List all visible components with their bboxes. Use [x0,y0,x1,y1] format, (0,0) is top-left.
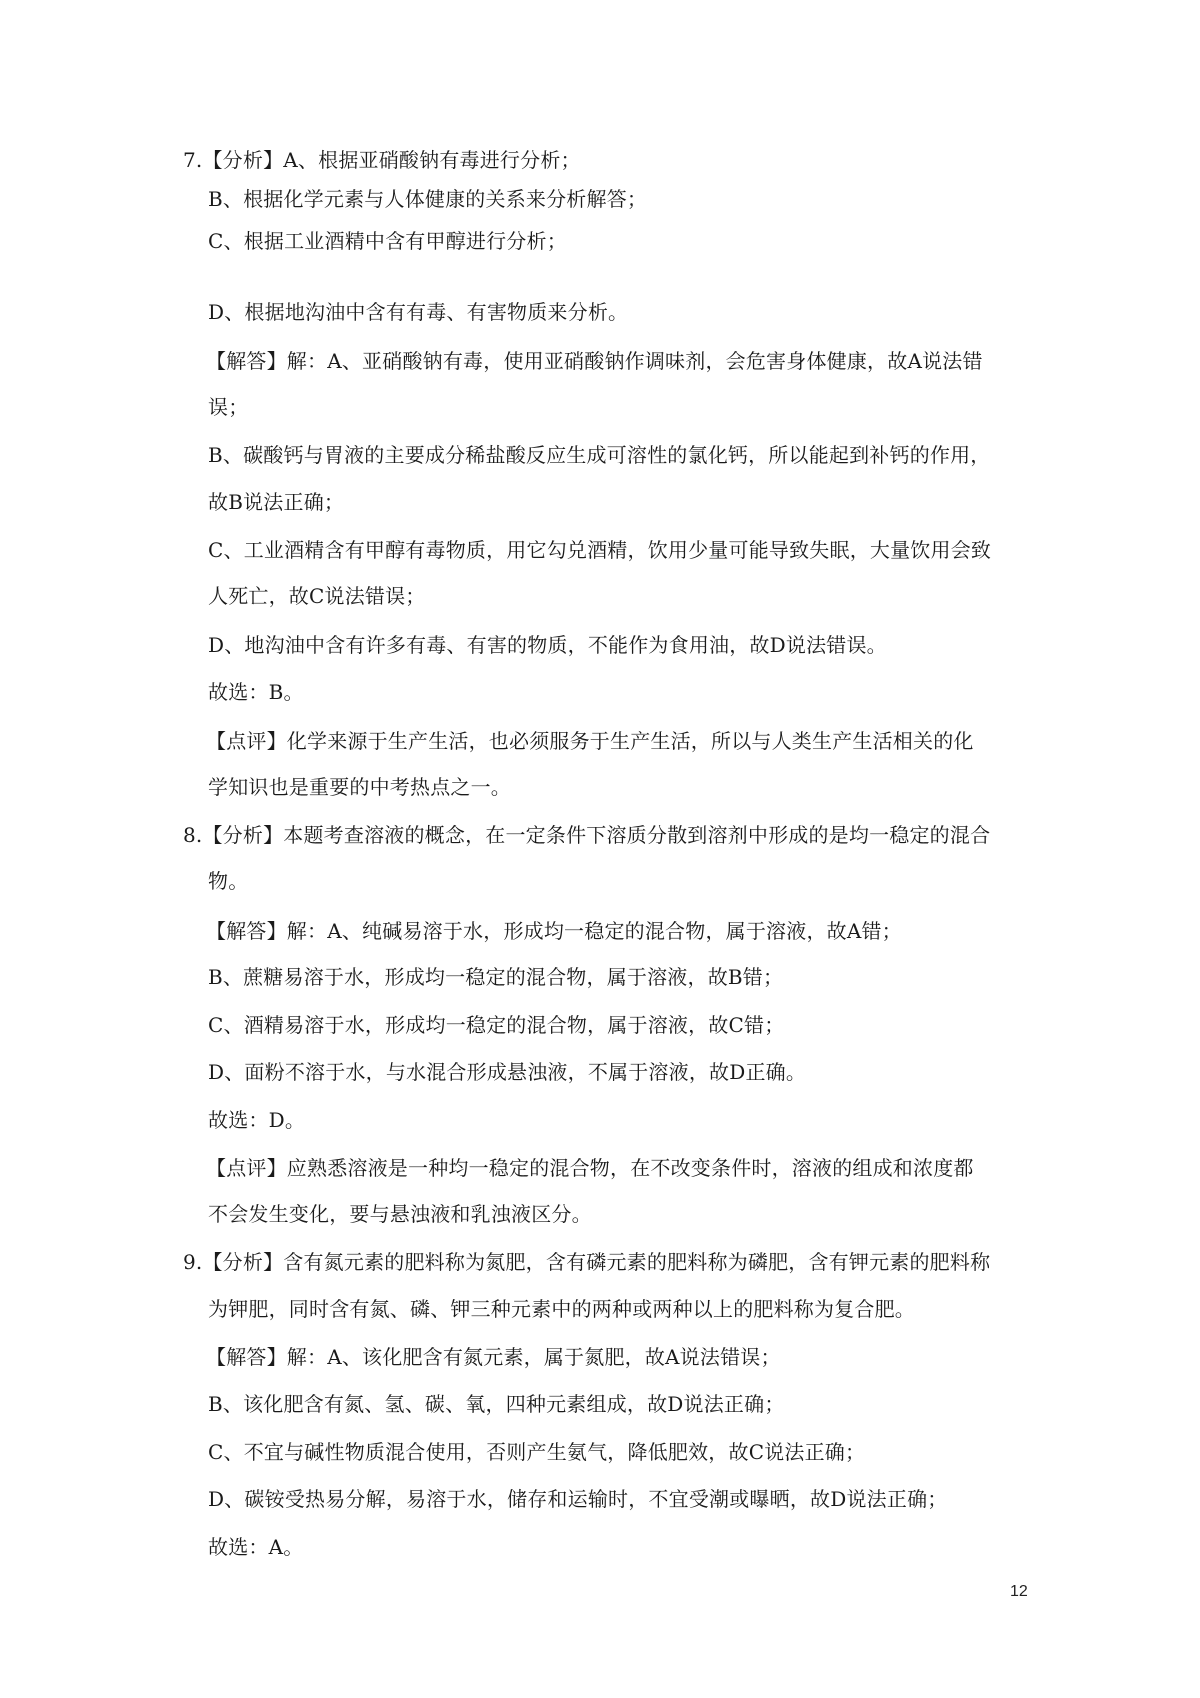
text-line: 8.【分析】本题考查溶液的概念，在一定条件下溶质分散到溶剂中形成的是均一稳定的混合 [183,823,991,847]
text-line: 7.【分析】A、根据亚硝酸钠有毒进行分析； [183,148,581,172]
text-line: D、面粉不溶于水，与水混合形成悬浊液，不属于溶液，故D正确。 [208,1060,807,1084]
text-line: 故选：A。 [208,1535,304,1559]
text-line: 【点评】化学来源于生产生活，也必须服务于生产生活，所以与人类生产生活相关的化 [206,729,974,753]
text-line: C、不宜与碱性物质混合使用，否则产生氨气，降低肥效，故C说法正确； [208,1440,866,1464]
text-line: 【解答】解：A、纯碱易溶于水，形成均一稳定的混合物，属于溶液，故A错； [206,919,902,943]
text-line: C、工业酒精含有甲醇有毒物质，用它勾兑酒精，饮用少量可能导致失眠，大量饮用会致 [208,538,992,562]
text-line: 【点评】应熟悉溶液是一种均一稳定的混合物，在不改变条件时，溶液的组成和浓度都 [206,1156,974,1180]
text-line: C、酒精易溶于水，形成均一稳定的混合物，属于溶液，故C错； [208,1013,785,1037]
text-line: 为钾肥，同时含有氮、磷、钾三种元素中的两种或两种以上的肥料称为复合肥。 [208,1297,915,1321]
text-line: 学知识也是重要的中考热点之一。 [208,775,511,799]
text-line: 故B说法正确； [208,490,345,514]
text-line: C、根据工业酒精中含有甲醇进行分析； [208,229,567,253]
text-line: 人死亡，故C说法错误； [208,584,426,608]
text-line: 物。 [208,869,249,893]
text-line: B、该化肥含有氮、氢、碳、氧，四种元素组成，故D说法正确； [208,1392,785,1416]
page-number: 12 [1010,1583,1028,1600]
text-line: B、根据化学元素与人体健康的关系来分析解答； [208,187,648,211]
text-line: 故选：B。 [208,680,304,704]
text-line: D、地沟油中含有许多有毒、有害的物质，不能作为食用油，故D说法错误。 [208,633,887,657]
text-line: 故选：D。 [208,1108,306,1132]
text-line: 不会发生变化，要与悬浊液和乳浊液区分。 [208,1202,592,1226]
text-line: 误； [208,395,249,419]
text-line: B、碳酸钙与胃液的主要成分稀盐酸反应生成可溶性的氯化钙，所以能起到补钙的作用， [208,443,991,467]
text-line: D、碳铵受热易分解，易溶于水，储存和运输时，不宜受潮或曝晒，故D说法正确； [208,1487,948,1511]
text-line: D、根据地沟油中含有有毒、有害物质来分析。 [208,300,629,324]
text-line: B、蔗糖易溶于水，形成均一稳定的混合物，属于溶液，故B错； [208,965,784,989]
text-line: 【解答】解：A、该化肥含有氮元素，属于氮肥，故A说法错误； [206,1345,781,1369]
text-line: 9.【分析】含有氮元素的肥料称为氮肥，含有磷元素的肥料称为磷肥，含有钾元素的肥料称 [183,1250,991,1274]
text-line: 【解答】解：A、亚硝酸钠有毒，使用亚硝酸钠作调味剂，会危害身体健康，故A说法错 [206,349,983,373]
